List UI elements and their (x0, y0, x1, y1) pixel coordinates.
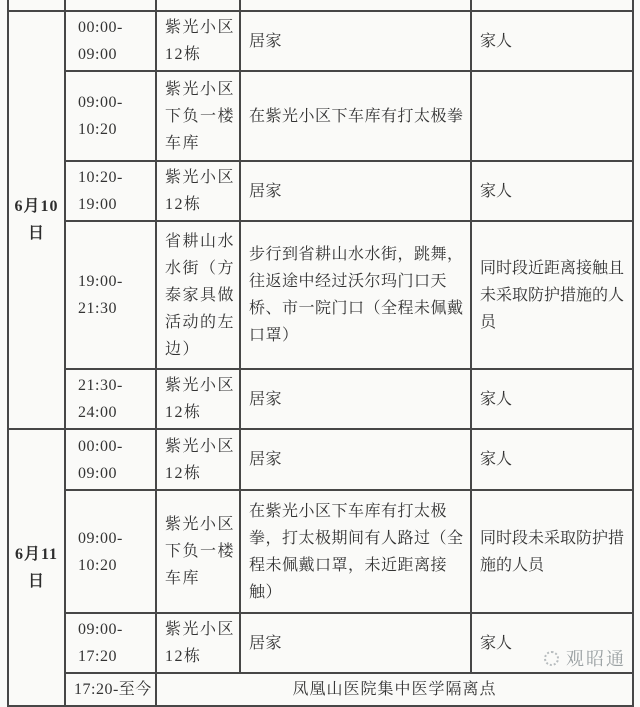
contact-cell: 家人 (471, 11, 633, 71)
table-row (8, 11, 633, 71)
table-row-cutoff (8, 0, 633, 11)
cutoff-cell (471, 0, 633, 11)
contact-cell: 同时段未采取防护措施的人员 (471, 490, 633, 613)
cutoff-cell (65, 0, 156, 11)
time-cell: 09:00- 10:20 (65, 71, 156, 161)
place-cell: 紫光小区12栋 (156, 11, 240, 71)
contact-cell (471, 71, 633, 161)
dotted-circle-logo-icon (544, 651, 559, 666)
itinerary-table-wrap (7, 0, 636, 698)
time-cell: 00:00- 09:00 (65, 429, 156, 490)
date-cell-june10: 6月10日 (8, 11, 65, 429)
place-cell: 紫光小区12栋 (156, 369, 240, 429)
quarantine-location-cell: 凤凰山医院集中医学隔离点 (156, 673, 633, 706)
table-row (8, 71, 633, 161)
time-cell: 09:00- 10:20 (65, 490, 156, 613)
contact-cell: 家人 (471, 613, 633, 673)
itinerary-table (7, 0, 634, 707)
activity-cell: 居家 (240, 11, 471, 71)
contact-cell: 家人 (471, 369, 633, 429)
time-cell: 17:20-至今 (65, 673, 156, 706)
time-cell: 10:20- 19:00 (65, 161, 156, 221)
cutoff-cell (8, 0, 65, 11)
table-row (8, 490, 633, 613)
watermark (544, 645, 626, 671)
contact-cell: 家人 (471, 429, 633, 490)
table-row (8, 161, 633, 221)
place-cell: 紫光小区12栋 (156, 429, 240, 490)
time-cell: 19:00- 21:30 (65, 221, 156, 369)
table-row (8, 429, 633, 490)
watermark-label: 观昭通 (566, 649, 626, 669)
table-row (8, 613, 633, 673)
date-cell-june11: 6月11日 (8, 429, 65, 706)
place-cell: 紫光小区12栋 (156, 161, 240, 221)
time-cell: 21:30- 24:00 (65, 369, 156, 429)
activity-cell: 在紫光小区下车库有打太极拳 (240, 71, 471, 161)
activity-cell: 居家 (240, 161, 471, 221)
time-cell: 00:00- 09:00 (65, 11, 156, 71)
table-row (8, 369, 633, 429)
place-cell: 省耕山水水街（方泰家具做活动的左边） (156, 221, 240, 369)
activity-cell: 居家 (240, 613, 471, 673)
place-cell: 紫光小区12栋 (156, 613, 240, 673)
activity-cell: 在紫光小区下车库有打太极拳，打太极期间有人路过（全程未佩戴口罩，未近距离接触） (240, 490, 471, 613)
activity-cell: 步行到省耕山水水街，跳舞，往返途中经过沃尔玛门口天桥、市一院门口（全程未佩戴口罩） (240, 221, 471, 369)
contact-cell: 家人 (471, 161, 633, 221)
contact-cell: 同时段近距离接触且未采取防护措施的人员 (471, 221, 633, 369)
cutoff-cell (156, 0, 240, 11)
place-cell: 紫光小区下负一楼车库 (156, 71, 240, 161)
cutoff-cell (240, 0, 471, 11)
time-cell: 09:00- 17:20 (65, 613, 156, 673)
activity-cell: 居家 (240, 429, 471, 490)
table-row-quarantine (8, 673, 633, 706)
place-cell: 紫光小区下负一楼车库 (156, 490, 240, 613)
activity-cell: 居家 (240, 369, 471, 429)
table-row (8, 221, 633, 369)
